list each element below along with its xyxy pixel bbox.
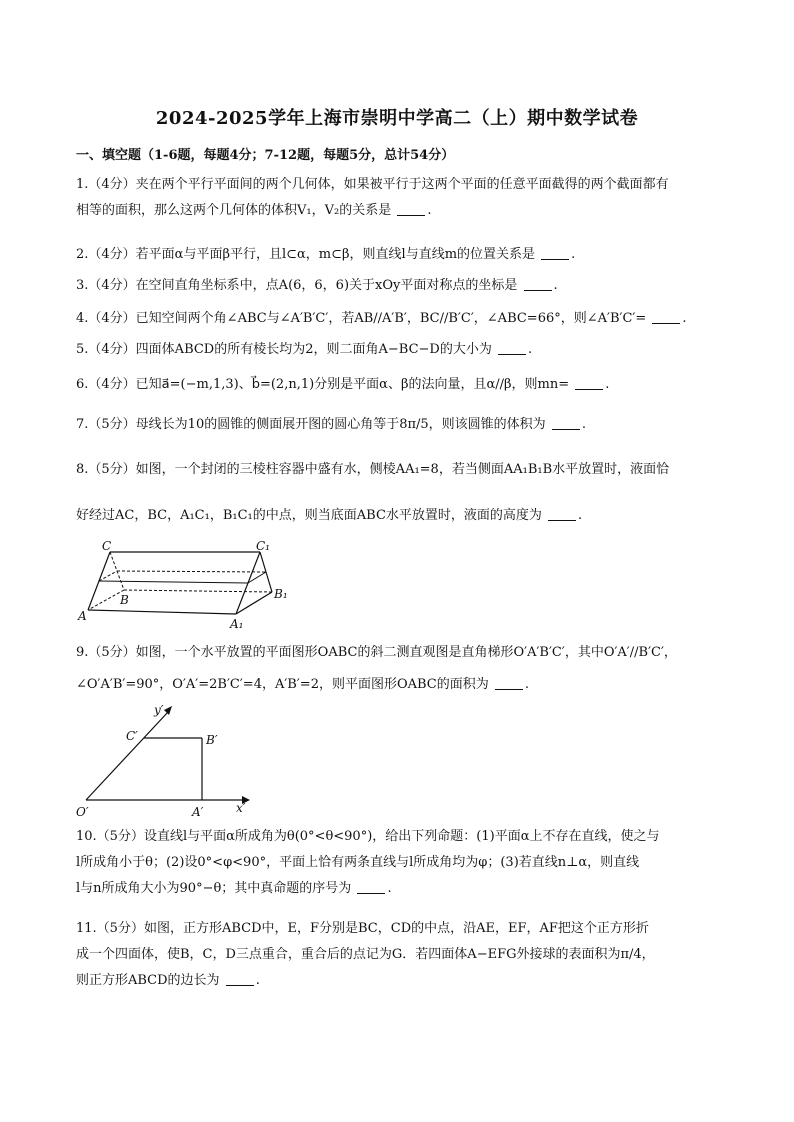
question-1: 1.（4分）夹在两个平行平面间的两个几何体，如果被平行于这两个平面的任意平面截得的两个截面都有 相等的面积，那么这两个几何体的体积V₁，V₂的关系是 . — [76, 172, 726, 224]
answer-blank[interactable] — [498, 340, 526, 355]
label-A-prime: A′ — [192, 805, 204, 819]
q5-line1: 5.（4分）四面体ABCD的所有棱长均为2，则二面角A−BC−D的大小为 — [76, 342, 492, 357]
question-11: 11.（5分）如图，正方形ABCD中，E，F分别是BC，CD的中点，沿AE，EF，AF把这个正方形折 成一个四面体，使B，C，D三点重合，重合后的点记为G．若四面体A−EFG外接球的表面积为π/4， 则正方形ABCD的边长为 . — [76, 916, 726, 994]
q4-line1: 4.（4分）已知空间两个角∠ABC与∠A′B′C′，若AB//A′B′，BC//B′C′，∠ABC=66°，则∠A′B′C′= — [76, 311, 647, 326]
answer-blank[interactable] — [357, 879, 385, 894]
q10-line1: 10.（5分）设直线l与平面α所成角为θ(0°<θ<90°)，给出下列命题：(1)平面α上不存在直线，使之与 — [76, 829, 660, 844]
q9-line2: ∠O′A′B′=90°，O′A′=2B′C′=4，A′B′=2，则平面图形OABC的面积为 — [76, 677, 489, 692]
q8-line1: 8.（5分）如图，一个封闭的三棱柱容器中盛有水，侧棱AA₁=8，若当侧面AA₁B₁B水平放置时，液面恰 — [76, 462, 670, 477]
answer-blank[interactable] — [524, 276, 552, 291]
q7-line1: 7.（5分）母线长为10的圆锥的侧面展开图的圆心角等于8π/5，则该圆锥的体积为 — [76, 417, 546, 432]
label-x-axis: x′ — [236, 801, 246, 815]
q1-line2: 相等的面积，那么这两个几何体的体积V₁，V₂的关系是 — [76, 203, 392, 218]
label-C: C — [102, 539, 112, 553]
answer-blank[interactable] — [541, 245, 569, 260]
label-A1: A₁ — [230, 617, 244, 631]
answer-blank[interactable] — [652, 309, 680, 324]
answer-blank[interactable] — [575, 375, 603, 390]
label-B-prime: B′ — [206, 733, 218, 747]
question-6: 6.（4分）已知a⃗=(−m,1,3)、b⃗=(2,n,1)分别是平面α、β的法向量，且α//β，则mn= . — [76, 377, 610, 392]
label-C-prime: C′ — [126, 729, 138, 743]
trapezoid-figure — [72, 700, 262, 826]
question-10: 10.（5分）设直线l与平面α所成角为θ(0°<θ<90°)，给出下列命题：(1)平面α上不存在直线，使之与 l所成角小于θ；(2)设0°<φ<90°，平面上恰有两条直线与l所成角均为φ；(3)若直线n⊥α，则直线 l与n所成角大小为90°−θ；其中真命题的序号为 . — [76, 824, 726, 902]
page-title: 2024-2025学年上海市崇明中学高二（上）期中数学试卷 — [155, 108, 639, 129]
label-O-prime: O′ — [76, 805, 89, 819]
answer-blank[interactable] — [552, 415, 580, 430]
question-4: 4.（4分）已知空间两个角∠ABC与∠A′B′C′，若AB//A′B′，BC//B′C′，∠ABC=66°，则∠A′B′C′= . — [76, 311, 687, 326]
prism-diagram — [72, 536, 302, 632]
question-5: 5.（4分）四面体ABCD的所有棱长均为2，则二面角A−BC−D的大小为 . — [76, 342, 533, 357]
q11-line1: 11.（5分）如图，正方形ABCD中，E，F分别是BC，CD的中点，沿AE，EF，AF把这个正方形折 — [76, 921, 649, 936]
label-C1: C₁ — [256, 539, 270, 553]
label-y-axis: y′ — [154, 703, 164, 717]
q10-line3: l与n所成角大小为90°−θ；其中真命题的序号为 — [76, 881, 352, 896]
question-8: 8.（5分）如图，一个封闭的三棱柱容器中盛有水，侧棱AA₁=8，若当侧面AA₁B₁B水平放置时，液面恰 好经过AC，BC，A₁C₁，B₁C₁的中点，则当底面ABC水平放置时，液面的高度为 . — [76, 457, 726, 529]
question-9: 9.（5分）如图，一个水平放置的平面图形OABC的斜二测直观图是直角梯形O′A′B′C′，其中O′A′//B′C′， ∠O′A′B′=90°，O′A′=2B′C′=4，A′B′=2，则平面图形OABC的面积为 . — [76, 640, 726, 698]
answer-blank[interactable] — [548, 506, 576, 521]
question-3: 3.（4分）在空间直角坐标系中，点A(6，6，6)关于xOy平面对称点的坐标是 . — [76, 278, 558, 293]
q8-line2: 好经过AC，BC，A₁C₁，B₁C₁的中点，则当底面ABC水平放置时，液面的高度为 — [76, 508, 542, 523]
q3-line1: 3.（4分）在空间直角坐标系中，点A(6，6，6)关于xOy平面对称点的坐标是 — [76, 278, 518, 293]
prism-figure — [72, 536, 302, 636]
label-B: B — [120, 593, 129, 607]
q9-line1: 9.（5分）如图，一个水平放置的平面图形OABC的斜二测直观图是直角梯形O′A′B′C′，其中O′A′//B′C′， — [76, 645, 677, 660]
q11-line3: 则正方形ABCD的边长为 — [76, 973, 220, 988]
question-2: 2.（4分）若平面α与平面β平行，且l⊂α，m⊂β，则直线l与直线m的位置关系是 . — [76, 247, 576, 262]
question-7: 7.（5分）母线长为10的圆锥的侧面展开图的圆心角等于8π/5，则该圆锥的体积为 . — [76, 417, 586, 432]
answer-blank[interactable] — [495, 675, 523, 690]
q11-line2: 成一个四面体，使B，C，D三点重合，重合后的点记为G．若四面体A−EFG外接球的表面积为π/4， — [76, 947, 655, 962]
trapezoid-diagram — [72, 700, 262, 822]
q6-line1: 6.（4分）已知a⃗=(−m,1,3)、b⃗=(2,n,1)分别是平面α、β的法向量，且α//β，则mn= — [76, 377, 570, 392]
answer-blank[interactable] — [397, 201, 425, 216]
label-B1: B₁ — [274, 587, 288, 601]
answer-blank[interactable] — [226, 971, 254, 986]
q2-line1: 2.（4分）若平面α与平面β平行，且l⊂α，m⊂β，则直线l与直线m的位置关系是 — [76, 247, 536, 262]
label-A: A — [78, 609, 87, 623]
q1-line1: 1.（4分）夹在两个平行平面间的两个几何体，如果被平行于这两个平面的任意平面截得的两个截面都有 — [76, 177, 669, 192]
section-heading: 一、填空题（1-6题，每题4分；7-12题，每题5分，总计54分） — [76, 148, 455, 163]
q10-line2: l所成角小于θ；(2)设0°<φ<90°，平面上恰有两条直线与l所成角均为φ；(3)若直线n⊥α，则直线 — [76, 855, 640, 870]
